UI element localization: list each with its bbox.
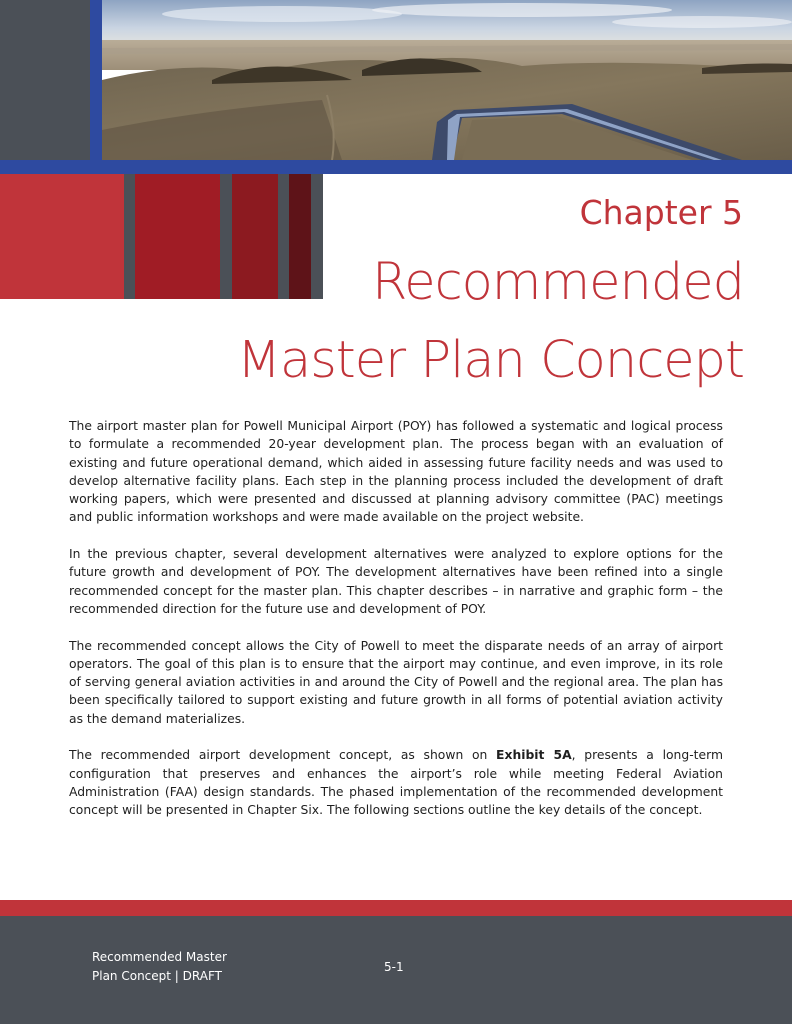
paragraph-exhibit-rest: , presents a long-term configuration that preserves and enhances the airport’s role while meeting Federal Aviation Administration (FAA) design standards. The phased implementation of the recommended development concept will be presented in Chapter Six. The following sections outline the key details of the concept.	[69, 748, 723, 818]
chapter-title-line2: Master Plan Concept	[236, 331, 744, 390]
exhibit-reference: Exhibit 5A	[496, 748, 572, 763]
chapter-title-line1: Recommended	[372, 253, 744, 312]
decor-block-gray	[220, 174, 232, 299]
header-gray-panel	[0, 0, 90, 160]
footer-document-title	[92, 948, 227, 986]
decor-block-crimson	[135, 174, 220, 299]
decor-block-red	[0, 174, 124, 299]
body-text	[69, 417, 723, 838]
paragraph-concept-goals: The recommended concept allows the City of Powell to meet the disparate needs of an array of airport operators. The goal of this plan is to ensure that the airport may continue, and even improve, in its role of serving general aviation activities in and around the City of Powell and the regional area. The plan has been specifically tailored to support existing and future growth in all forms of potential aviation activity as the demand materializes.	[69, 638, 723, 726]
page-number: 5-1	[384, 960, 404, 974]
decor-block-gray	[124, 174, 135, 299]
chapter-label: Chapter 5	[579, 193, 743, 232]
footer-doc-line1: Recommended Master	[92, 950, 227, 964]
paragraph-intro: The airport master plan for Powell Municipal Airport (POY) has followed a systematic and logical process to formulate a recommended 20-year development plan. The process began with an evaluation of existing and future operational demand, which aided in assessing future facility needs and was used to develop alternative facility plans. Each step in the planning process included the development of draft working papers, which were presented and discussed at planning advisory committee (PAC) meetings and public information workshops and were made available on the project website.	[69, 419, 723, 525]
chapter-title	[237, 244, 744, 400]
header-aerial-photo	[102, 0, 792, 160]
paragraph-exhibit	[69, 746, 723, 819]
aerial-landscape-image	[102, 0, 792, 160]
paragraph-alternatives: In the previous chapter, several development alternatives were analyzed to explore options for the future growth and development of POY. The development alternatives have been refined into a single recommended concept for the master plan. This chapter describes – in narrative and graphic form – the recommended direction for the future use and development of POY.	[69, 547, 723, 616]
footer-red-rule	[0, 900, 792, 916]
footer-doc-line2: Plan Concept | DRAFT	[92, 969, 222, 983]
header-blue-band	[0, 160, 792, 174]
header-blue-frame	[90, 0, 102, 160]
paragraph-exhibit-lead: The recommended airport development concept, as shown on	[69, 748, 497, 763]
